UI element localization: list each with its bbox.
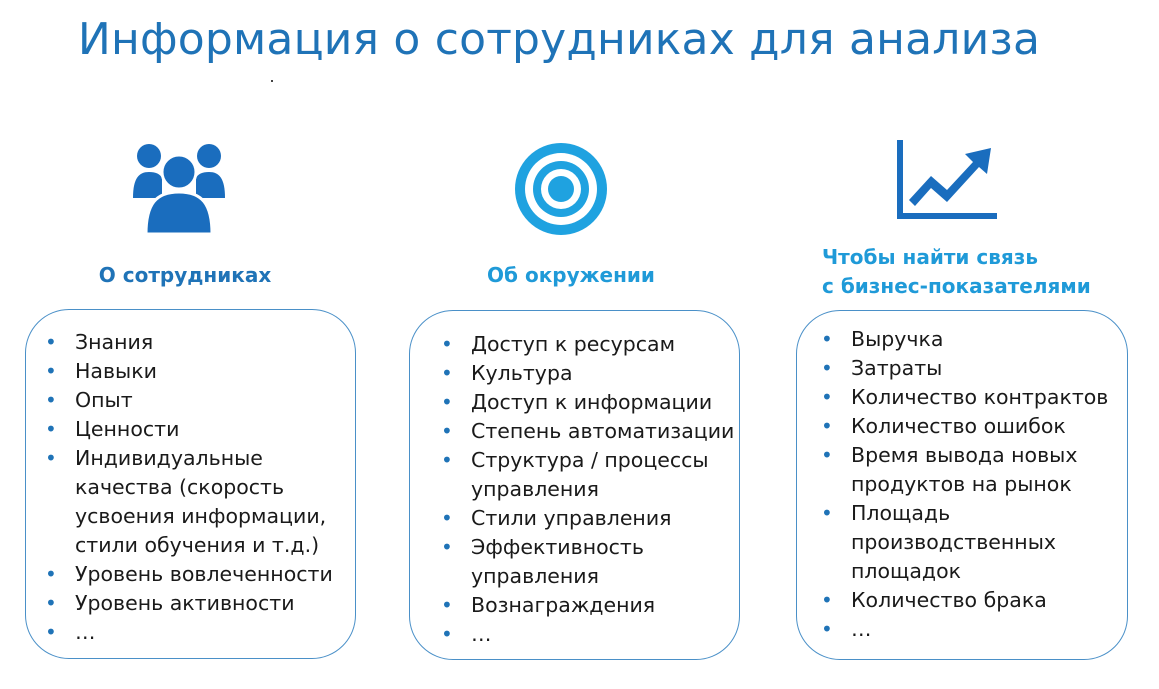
list-item-text: Индивидуальные	[75, 446, 263, 470]
list-item-text: управления	[471, 564, 599, 588]
list-item	[821, 441, 1108, 499]
list-item	[821, 354, 1108, 383]
bullet-icon: •	[45, 359, 57, 383]
list-item	[441, 620, 734, 649]
bullet-icon: •	[821, 327, 833, 351]
business-metrics-list	[821, 325, 1108, 644]
bullet-icon: •	[45, 388, 57, 412]
list-item-text: Количество контрактов	[851, 385, 1109, 409]
list-item-text: стили обучения и т.д.)	[75, 533, 320, 557]
bullet-icon: •	[45, 417, 57, 441]
heading-line: Чтобы найти связь	[822, 245, 1039, 269]
list-item-text: Затраты	[851, 356, 943, 380]
list-item	[441, 417, 734, 446]
list-item	[441, 446, 734, 504]
list-item	[45, 560, 333, 589]
list-item-text: …	[75, 620, 96, 644]
list-item-text: Уровень активности	[75, 591, 295, 615]
list-item	[821, 325, 1108, 354]
list-item-text: Доступ к информации	[471, 390, 713, 414]
list-item-text: Уровень вовлеченности	[75, 562, 333, 586]
list-item	[441, 591, 734, 620]
list-item-text: Выручка	[851, 327, 944, 351]
page-title: Информация о сотрудниках для анализа	[77, 14, 1041, 65]
list-item-text: …	[471, 622, 492, 646]
list-item-text: Ценности	[75, 417, 180, 441]
list-item	[45, 444, 333, 560]
list-item	[821, 383, 1108, 412]
bullet-icon: •	[441, 506, 453, 530]
bullet-icon: •	[821, 617, 833, 641]
list-item-text: площадок	[851, 559, 962, 583]
bullet-icon: •	[441, 361, 453, 385]
bullet-icon: •	[45, 620, 57, 644]
list-item-text: Площадь	[851, 501, 951, 525]
list-item	[45, 386, 333, 415]
heading-line: О сотрудниках	[98, 263, 272, 287]
list-item-text: …	[851, 617, 872, 641]
bullet-icon: •	[821, 414, 833, 438]
list-item	[45, 328, 333, 357]
list-item	[441, 330, 734, 359]
bullet-icon: •	[821, 501, 833, 525]
bullet-icon: •	[441, 622, 453, 646]
list-item-text: качества (скорость	[75, 475, 285, 499]
list-item-text: усвоения информации,	[75, 504, 327, 528]
column-heading	[446, 261, 696, 290]
list-item-text: Количество брака	[851, 588, 1047, 612]
bullet-icon: •	[45, 446, 57, 470]
stray-dot	[271, 80, 273, 82]
list-item-text: Эффективность	[471, 535, 644, 559]
list-item-text: Стили управления	[471, 506, 672, 530]
bullet-icon: •	[45, 591, 57, 615]
list-item	[45, 589, 333, 618]
growth-chart-icon	[895, 140, 999, 220]
bullet-icon: •	[45, 330, 57, 354]
list-item	[45, 415, 333, 444]
bullet-icon: •	[441, 448, 453, 472]
list-item	[45, 357, 333, 386]
list-item-text: Опыт	[75, 388, 133, 412]
list-item-text: управления	[471, 477, 599, 501]
list-item-text: Степень автоматизации	[471, 419, 735, 443]
list-item-text: продуктов на рынок	[851, 472, 1072, 496]
list-item-text: Навыки	[75, 359, 157, 383]
environment-list	[441, 330, 734, 649]
employees-list	[45, 328, 333, 647]
column-heading	[60, 261, 310, 290]
list-item-text: Время вывода новых	[851, 443, 1078, 467]
list-item	[821, 412, 1108, 441]
heading-line: с бизнес-показателями	[822, 274, 1091, 298]
list-item	[441, 359, 734, 388]
people-group-icon	[130, 142, 228, 234]
list-item	[441, 533, 734, 591]
list-item	[441, 504, 734, 533]
bullet-icon: •	[441, 593, 453, 617]
list-item-text: производственных	[851, 530, 1057, 554]
list-item-text: Доступ к ресурсам	[471, 332, 676, 356]
list-item	[45, 618, 333, 647]
list-item	[821, 615, 1108, 644]
bullet-icon: •	[821, 385, 833, 409]
list-item-text: Знания	[75, 330, 154, 354]
bullet-icon: •	[441, 390, 453, 414]
list-item-text: Вознаграждения	[471, 593, 656, 617]
target-icon	[514, 142, 608, 236]
bullet-icon: •	[441, 535, 453, 559]
list-item-text: Культура	[471, 361, 573, 385]
bullet-icon: •	[821, 443, 833, 467]
list-item	[821, 586, 1108, 615]
column-heading	[822, 243, 1112, 301]
heading-line: Об окружении	[487, 263, 655, 287]
bullet-icon: •	[441, 332, 453, 356]
list-item-text: Количество ошибок	[851, 414, 1066, 438]
bullet-icon: •	[821, 356, 833, 380]
list-item	[821, 499, 1108, 586]
list-item	[441, 388, 734, 417]
bullet-icon: •	[821, 588, 833, 612]
bullet-icon: •	[45, 562, 57, 586]
bullet-icon: •	[441, 419, 453, 443]
list-item-text: Структура / процессы	[471, 448, 709, 472]
